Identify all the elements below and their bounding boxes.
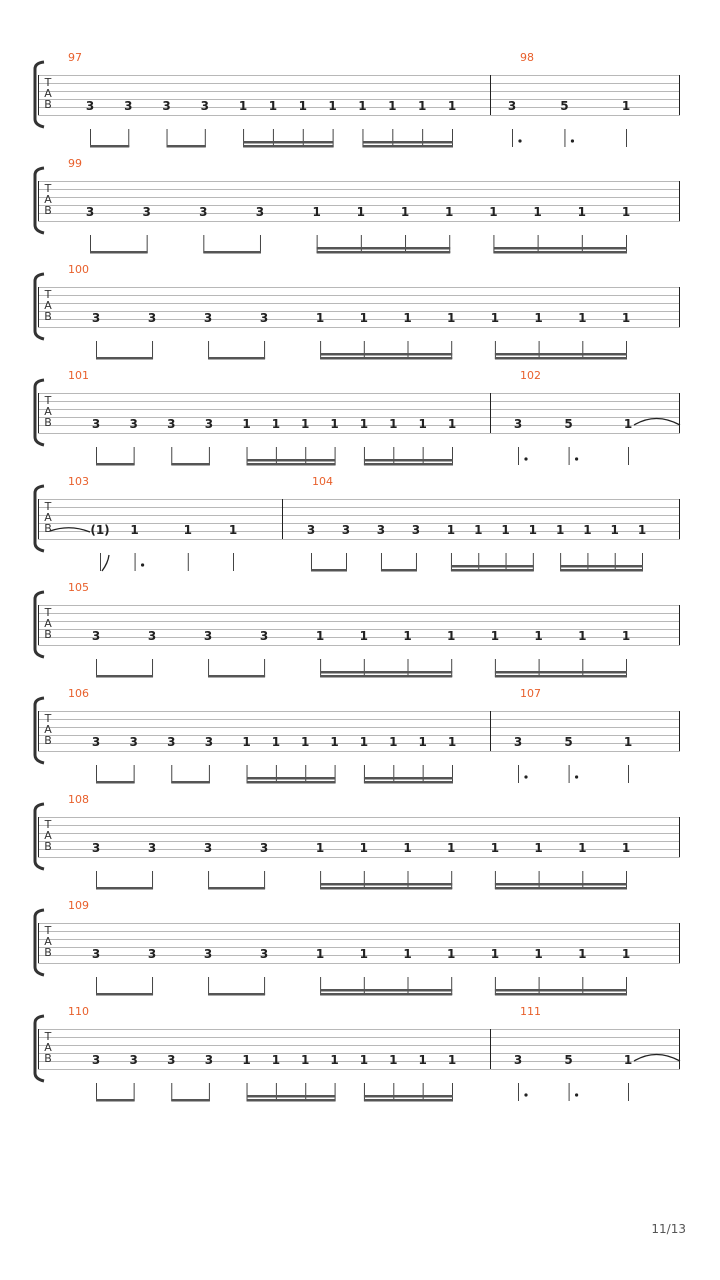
measure-number: 101 xyxy=(68,369,89,382)
beam xyxy=(247,1095,336,1098)
beam xyxy=(96,357,153,360)
measure-number: 98 xyxy=(520,51,534,64)
fret-number: 3 xyxy=(200,99,209,113)
fret-number: 1 xyxy=(403,311,412,325)
fret-number: 3 xyxy=(167,417,176,431)
beam xyxy=(364,777,453,780)
fret-number: 1 xyxy=(578,629,587,643)
fret-number: 1 xyxy=(301,735,310,749)
beam xyxy=(451,569,534,572)
beam xyxy=(320,993,452,996)
beam xyxy=(381,569,417,572)
beam xyxy=(208,357,265,360)
fret-number: 1 xyxy=(330,1053,339,1067)
beam xyxy=(495,675,627,678)
fret-number: 1 xyxy=(403,841,412,855)
fret-number: 1 xyxy=(555,523,565,537)
fret-number: 3 xyxy=(85,99,95,113)
fret-number: 1 xyxy=(312,205,321,219)
fret-number: 1 xyxy=(623,1053,633,1067)
beam xyxy=(364,1099,453,1102)
fret-number: 5 xyxy=(564,1053,573,1067)
fret-number: 1 xyxy=(534,841,543,855)
fret-number: 1 xyxy=(359,629,368,643)
beam xyxy=(247,777,336,780)
fret-number: 1 xyxy=(621,841,631,855)
measure-number: 103 xyxy=(68,475,89,488)
tab-clef-letter: B xyxy=(44,734,52,747)
fret-number: 3 xyxy=(376,523,386,537)
fret-number: 3 xyxy=(167,735,176,749)
beam xyxy=(320,675,452,678)
beam xyxy=(560,569,643,572)
fret-number: 1 xyxy=(490,629,500,643)
fret-number: 1 xyxy=(359,311,368,325)
beam xyxy=(247,1099,336,1102)
tab-clef-letter: A xyxy=(44,511,52,524)
fret-number: 3 xyxy=(129,417,138,431)
fret-number: 1 xyxy=(490,947,500,961)
fret-number: 5 xyxy=(564,735,573,749)
beam xyxy=(495,671,627,674)
fret-number: 1 xyxy=(358,99,367,113)
fret-number: 1 xyxy=(447,947,456,961)
beam xyxy=(362,141,453,144)
tab-clef-letter: T xyxy=(44,500,52,513)
fret-number: 1 xyxy=(447,735,457,749)
fret-number: 1 xyxy=(359,947,368,961)
fret-number: 1 xyxy=(315,311,325,325)
fret-number: 3 xyxy=(513,1053,523,1067)
fret-number: 1 xyxy=(623,735,633,749)
tab-clef-letter: B xyxy=(44,416,52,429)
fret-number: 3 xyxy=(203,629,213,643)
fret-number: 1 xyxy=(242,735,251,749)
dot xyxy=(575,457,578,460)
tab-clef-letter: A xyxy=(44,87,52,100)
tab-clef-letter: A xyxy=(44,935,52,948)
fret-number: 3 xyxy=(147,629,157,643)
measure-number: 110 xyxy=(68,1005,89,1018)
beam xyxy=(364,1095,453,1098)
beam xyxy=(560,565,643,568)
dot xyxy=(575,775,578,778)
fret-number: 1 xyxy=(301,417,310,431)
tab-clef-letter: A xyxy=(44,299,52,312)
beam xyxy=(495,353,627,356)
beam xyxy=(247,463,336,466)
fret-number: 1 xyxy=(268,99,278,113)
beam xyxy=(320,353,452,356)
beam xyxy=(364,459,453,462)
fret-number: 1 xyxy=(621,99,631,113)
fret-number: 1 xyxy=(359,417,369,431)
fret-number: 1 xyxy=(447,841,456,855)
beam xyxy=(96,993,153,996)
tab-clef-letter: T xyxy=(44,606,52,619)
beam xyxy=(247,781,336,784)
fret-number: 3 xyxy=(91,629,101,643)
flag xyxy=(102,555,109,571)
fret-number: 3 xyxy=(259,841,269,855)
fret-number: 3 xyxy=(162,99,171,113)
measure-number: 107 xyxy=(520,687,541,700)
fret-number: 1 xyxy=(359,841,368,855)
fret-number: 1 xyxy=(621,629,631,643)
fret-number: 1 xyxy=(621,311,631,325)
fret-number: 1 xyxy=(271,417,281,431)
beam xyxy=(247,459,336,462)
fret-number: 1 xyxy=(578,947,587,961)
fret-number: 1 xyxy=(271,1053,281,1067)
fret-number: 3 xyxy=(341,523,351,537)
tab-clef-letter: B xyxy=(44,310,52,323)
fret-number: 1 xyxy=(403,947,412,961)
tab-clef-letter: A xyxy=(44,723,52,736)
fret-number: 3 xyxy=(147,311,157,325)
fret-number: 1 xyxy=(389,1053,398,1067)
fret-number: 3 xyxy=(204,1053,214,1067)
fret-number: 1 xyxy=(242,1053,251,1067)
measure-number: 102 xyxy=(520,369,541,382)
fret-number: 1 xyxy=(446,523,456,537)
fret-number: 3 xyxy=(129,1053,138,1067)
fret-number: 1 xyxy=(228,523,238,537)
measure-number: 111 xyxy=(520,1005,541,1018)
fret-number: 3 xyxy=(259,629,269,643)
measure-number: 100 xyxy=(68,263,89,276)
beam xyxy=(203,251,261,254)
fret-number: 1 xyxy=(577,205,586,219)
beam xyxy=(90,251,148,254)
beam xyxy=(96,1099,135,1102)
beam xyxy=(167,145,206,148)
beam xyxy=(362,145,453,148)
beam xyxy=(243,145,334,148)
fret-number: 1 xyxy=(445,205,454,219)
tab-clef-letter: T xyxy=(44,924,52,937)
tab-clef-letter: T xyxy=(44,712,52,725)
fret-number: 1 xyxy=(447,417,457,431)
measure-number: 97 xyxy=(68,51,82,64)
beam xyxy=(320,887,452,890)
fret-number: 1 xyxy=(621,205,631,219)
fret-number: 3 xyxy=(513,417,523,431)
fret-number: 1 xyxy=(388,99,397,113)
system-bracket xyxy=(35,380,44,445)
beam xyxy=(243,141,334,144)
fret-number: 1 xyxy=(490,311,500,325)
system-bracket xyxy=(35,804,44,869)
beam xyxy=(96,887,153,890)
dot xyxy=(518,139,521,142)
fret-number: 1 xyxy=(447,1053,457,1067)
fret-number: 1 xyxy=(400,205,410,219)
fret-number: 3 xyxy=(91,947,101,961)
tie-arc xyxy=(634,1055,680,1062)
fret-number: 1 xyxy=(534,947,543,961)
beam xyxy=(364,463,453,466)
fret-number: 1 xyxy=(447,629,456,643)
system-bracket xyxy=(35,168,44,233)
fret-number: 1 xyxy=(474,523,483,537)
fret-number: 1 xyxy=(238,99,248,113)
fret-number: 1 xyxy=(328,99,337,113)
fret-number: 1 xyxy=(271,735,281,749)
tab-clef-letter: T xyxy=(44,76,52,89)
tab-clef-letter: T xyxy=(44,1030,52,1043)
beam xyxy=(495,357,627,360)
fret-number: 1 xyxy=(356,205,366,219)
tab-clef-letter: T xyxy=(44,394,52,407)
fret-number: 1 xyxy=(418,417,427,431)
fret-number: 5 xyxy=(560,99,569,113)
measure-number: 104 xyxy=(312,475,333,488)
fret-number: 3 xyxy=(85,205,95,219)
fret-number: 1 xyxy=(623,417,633,431)
beam xyxy=(364,781,453,784)
fret-number: 1 xyxy=(315,841,325,855)
fret-number: 1 xyxy=(330,735,339,749)
fret-number: 1 xyxy=(418,1053,427,1067)
beam xyxy=(208,675,265,678)
fret-number: 1 xyxy=(578,311,587,325)
beam xyxy=(495,887,627,890)
fret-number: 3 xyxy=(147,841,157,855)
measure-number: 99 xyxy=(68,157,82,170)
beam xyxy=(96,463,135,466)
fret-number: 5 xyxy=(564,417,573,431)
system-bracket xyxy=(35,698,44,763)
fret-number: 1 xyxy=(534,311,543,325)
fret-number: 3 xyxy=(204,417,214,431)
fret-number: 1 xyxy=(301,1053,310,1067)
fret-number: 1 xyxy=(578,841,587,855)
tab-clef-letter: B xyxy=(44,946,52,959)
beam xyxy=(495,989,627,992)
fret-number: 3 xyxy=(259,311,269,325)
tab-clef-letter: T xyxy=(44,818,52,831)
fret-number: (1) xyxy=(90,523,110,537)
dot xyxy=(524,1093,527,1096)
fret-number: 3 xyxy=(91,735,101,749)
beam xyxy=(90,145,129,148)
fret-number: 1 xyxy=(533,205,542,219)
tab-clef-letter: T xyxy=(44,288,52,301)
fret-number: 3 xyxy=(259,947,269,961)
fret-number: 3 xyxy=(167,1053,176,1067)
tab-clef-letter: B xyxy=(44,628,52,641)
fret-number: 1 xyxy=(501,523,510,537)
dot xyxy=(524,775,527,778)
dot xyxy=(141,563,144,566)
beam xyxy=(317,247,451,250)
dot xyxy=(571,139,574,142)
dot xyxy=(524,457,527,460)
dot xyxy=(575,1093,578,1096)
fret-number: 1 xyxy=(389,735,398,749)
beam xyxy=(320,357,452,360)
beam xyxy=(171,781,210,784)
beam xyxy=(320,883,452,886)
fret-number: 1 xyxy=(242,417,251,431)
tab-clef-letter: A xyxy=(44,405,52,418)
beam xyxy=(171,463,210,466)
fret-number: 3 xyxy=(91,311,101,325)
beam xyxy=(96,675,153,678)
system-bracket xyxy=(35,1016,44,1081)
beam xyxy=(493,247,627,250)
fret-number: 3 xyxy=(306,523,316,537)
tie-arc xyxy=(634,419,680,426)
beam xyxy=(171,1099,210,1102)
system-bracket xyxy=(35,486,44,551)
fret-number: 1 xyxy=(417,99,427,113)
measure-number: 106 xyxy=(68,687,89,700)
fret-number: 1 xyxy=(489,205,498,219)
beam xyxy=(495,883,627,886)
measure-number: 109 xyxy=(68,899,89,912)
fret-number: 3 xyxy=(411,523,421,537)
tab-clef-letter: B xyxy=(44,98,52,111)
fret-number: 1 xyxy=(637,523,647,537)
tab-clef-letter: B xyxy=(44,840,52,853)
fret-number: 3 xyxy=(124,99,133,113)
beam xyxy=(493,251,627,254)
beam xyxy=(451,565,534,568)
fret-number: 3 xyxy=(255,205,265,219)
fret-number: 1 xyxy=(298,99,307,113)
fret-number: 1 xyxy=(389,417,398,431)
system-bracket xyxy=(35,62,44,127)
beam xyxy=(495,993,627,996)
page-number: 11/13 xyxy=(651,1222,686,1236)
fret-number: 3 xyxy=(142,205,151,219)
fret-number: 1 xyxy=(315,947,325,961)
tab-clef-letter: A xyxy=(44,829,52,842)
fret-number: 1 xyxy=(447,99,457,113)
fret-number: 3 xyxy=(91,1053,101,1067)
fret-number: 3 xyxy=(203,841,213,855)
fret-number: 1 xyxy=(610,523,619,537)
fret-number: 1 xyxy=(418,735,427,749)
tab-clef-letter: A xyxy=(44,193,52,206)
fret-number: 1 xyxy=(621,947,631,961)
beam xyxy=(311,569,347,572)
system-bracket xyxy=(35,592,44,657)
beam xyxy=(208,993,265,996)
fret-number: 3 xyxy=(513,735,523,749)
measure-number: 108 xyxy=(68,793,89,806)
fret-number: 3 xyxy=(203,311,213,325)
system-bracket xyxy=(35,910,44,975)
beam xyxy=(317,251,451,254)
fret-number: 1 xyxy=(534,629,543,643)
measure-number: 105 xyxy=(68,581,89,594)
tab-clef-letter: T xyxy=(44,182,52,195)
fret-number: 1 xyxy=(403,629,412,643)
fret-number: 1 xyxy=(583,523,592,537)
tab-clef-letter: B xyxy=(44,1052,52,1065)
fret-number: 1 xyxy=(315,629,325,643)
system-bracket xyxy=(35,274,44,339)
fret-number: 3 xyxy=(91,417,101,431)
fret-number: 3 xyxy=(199,205,208,219)
tab-clef-letter: A xyxy=(44,617,52,630)
fret-number: 3 xyxy=(507,99,517,113)
fret-number: 1 xyxy=(528,523,538,537)
beam xyxy=(320,989,452,992)
fret-number: 3 xyxy=(91,841,101,855)
fret-number: 1 xyxy=(490,841,500,855)
fret-number: 3 xyxy=(129,735,138,749)
fret-number: 1 xyxy=(130,523,139,537)
fret-number: 1 xyxy=(447,311,456,325)
tab-clef-letter: B xyxy=(44,522,52,535)
fret-number: 3 xyxy=(204,735,214,749)
fret-number: 1 xyxy=(359,735,369,749)
tab-clef-letter: A xyxy=(44,1041,52,1054)
beam xyxy=(208,887,265,890)
fret-number: 3 xyxy=(203,947,213,961)
fret-number: 3 xyxy=(147,947,157,961)
fret-number: 1 xyxy=(359,1053,369,1067)
fret-number: 1 xyxy=(183,523,192,537)
fret-number: 1 xyxy=(330,417,339,431)
tab-clef-letter: B xyxy=(44,204,52,217)
beam xyxy=(96,781,135,784)
beam xyxy=(320,671,452,674)
